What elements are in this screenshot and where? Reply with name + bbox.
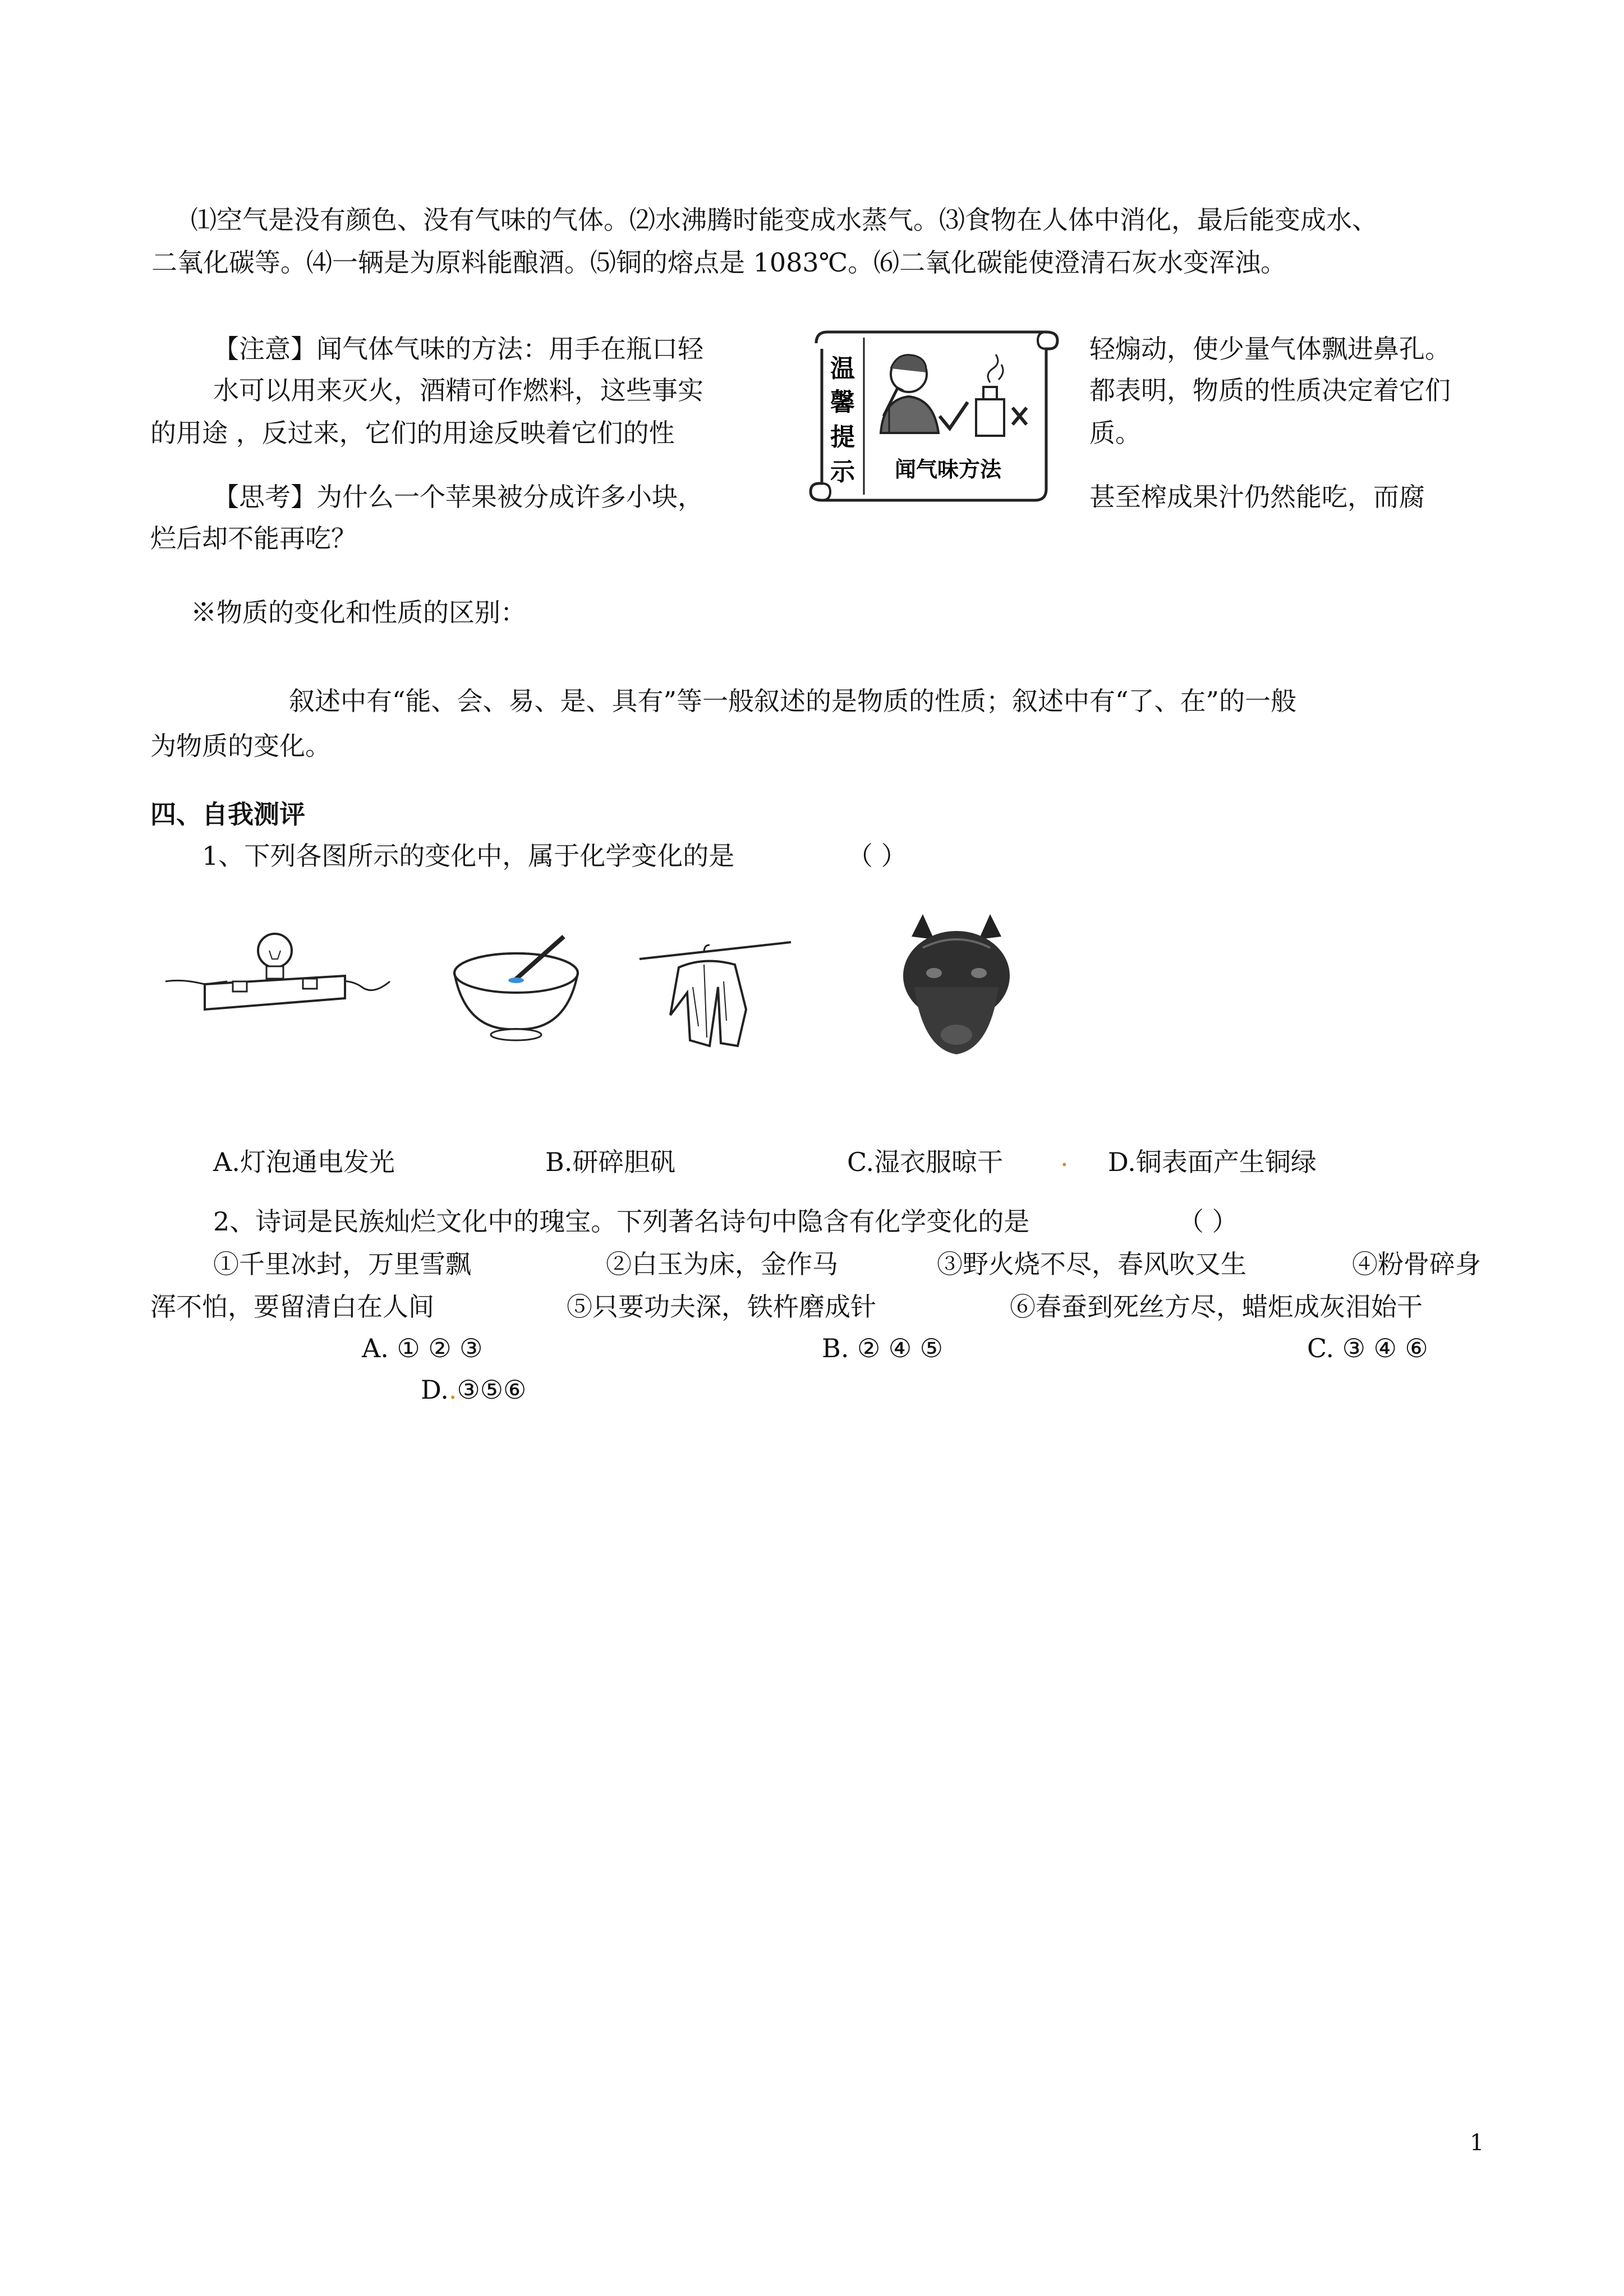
figure-bronze-head: [889, 914, 1024, 1060]
q1-option-b: B.研碎胆矾: [545, 1147, 676, 1177]
q2-choice-d-letter: D.: [421, 1375, 449, 1405]
q2-line2-c: ⑥春蚕到死丝方尽，蜡炬成灰泪始干: [1010, 1292, 1423, 1322]
q2-choice-d: [421, 1372, 526, 1408]
tip-caption: 闻气味方法: [895, 457, 1002, 482]
q1-stem: 1、下列各图所示的变化中，属于化学变化的是: [202, 841, 735, 871]
paragraph1-line1: ⑴空气是没有颜色、没有气味的气体。⑵水沸腾时能变成水蒸气。⑶食物在人体中消化，最后能变成水、: [191, 205, 1378, 235]
section4-title: 四、自我测评: [150, 799, 305, 829]
q1-dot: .: [1060, 1142, 1069, 1172]
q1-option-d: D.铜表面产生铜绿: [1108, 1147, 1317, 1177]
q2-choice-d-rest: ③⑤⑥: [457, 1375, 527, 1405]
q1-paren: （ ）: [847, 841, 907, 871]
water-left2: 的用途 ，反过来，它们的用途反映着它们的性: [150, 418, 675, 448]
paragraph1-line2: 二氧化碳等。⑷一辆是为原料能酿酒。⑸铜的熔点是 1083℃。⑹二氧化碳能使澄清石灰水变浑浊。: [151, 247, 1287, 278]
figure-mortar-bowl: [443, 920, 595, 1049]
smell-method-tip-figure: [799, 321, 1066, 511]
q2-paren: （ ）: [1178, 1206, 1238, 1237]
figure-wet-clothes: [637, 925, 794, 1054]
think-right: 甚至榨成果汁仍然能吃，而腐: [1089, 482, 1425, 512]
q2-choice-b: [822, 1330, 943, 1366]
tip-side-label-4: 示: [830, 458, 855, 486]
q2-choice-d-dot: .: [448, 1375, 457, 1405]
difference-line1: 叙述中有“能、会、易、是、具有”等一般叙述的是物质的性质；叙述中有“了、在”的一般: [289, 686, 1297, 716]
page-number: 1: [1470, 2130, 1484, 2156]
q2-line1-d: ④粉骨碎身: [1352, 1249, 1481, 1279]
figure-bulb-circuit: [160, 925, 395, 1038]
water-left1: 水可以用来灭火，酒精可作燃料，这些事实: [213, 375, 703, 405]
q2-choice-c: C. ③ ④ ⑥: [1307, 1333, 1428, 1363]
tip-side-label-1: 温: [830, 354, 855, 383]
difference-heading: ※物质的变化和性质的区别：: [191, 597, 526, 628]
q2-line1-c: ③野火烧不尽，春风吹又生: [937, 1249, 1246, 1279]
think-left: 【思考】为什么一个苹果被分成许多小块，: [213, 482, 703, 512]
q2-choice-b-letter: B: [822, 1333, 841, 1363]
water-right1: 都表明，物质的性质决定着它们: [1089, 375, 1451, 405]
water-right2: 质。: [1089, 418, 1141, 448]
think-line2: 烂后却不能再吃？: [150, 523, 357, 554]
q2-line2-a: 浑不怕，要留清白在人间: [150, 1292, 434, 1322]
q2-choice-a: A. ① ② ③: [362, 1333, 483, 1363]
notice-left: 【注意】闻气体气味的方法：用手在瓶口轻: [213, 334, 703, 364]
q2-choice-b-rest: . ② ④ ⑤: [840, 1333, 944, 1363]
q2-line1-a: ①千里冰封，万里雪飘: [213, 1249, 471, 1279]
tip-side-label-3: 提: [830, 423, 855, 451]
q2-stem: 2、诗词是民族灿烂文化中的瑰宝。下列著名诗句中隐含有化学变化的是: [213, 1206, 1030, 1237]
notice-right: 轻煽动，使少量气体飘进鼻孔。: [1089, 334, 1451, 364]
q1-option-a: A.灯泡通电发光: [213, 1147, 395, 1177]
tip-side-label-2: 馨: [830, 388, 855, 417]
q2-line1-b: ②白玉为床，金作马: [606, 1249, 838, 1279]
q2-line2-b: ⑤只要功夫深，铁杵磨成针: [567, 1292, 876, 1322]
difference-line2: 为物质的变化。: [150, 731, 331, 761]
q1-option-c: C.湿衣服晾干: [847, 1147, 1004, 1177]
